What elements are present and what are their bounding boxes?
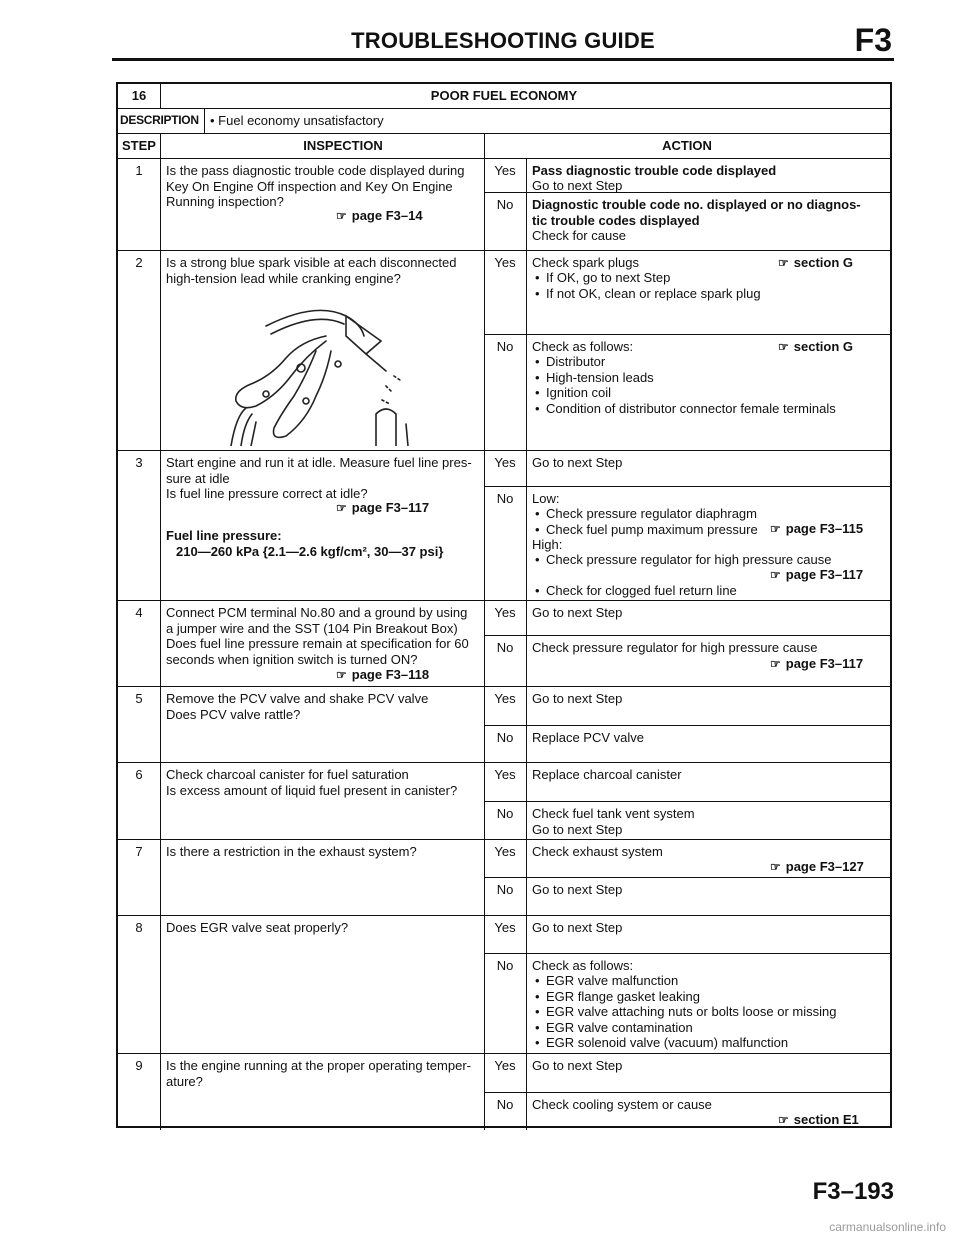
column-divider [526, 1053, 527, 1130]
row-divider [118, 133, 890, 134]
column-divider [484, 158, 485, 250]
bullet-item: • High-tension leads [532, 370, 882, 386]
row-divider [118, 839, 890, 840]
step-number: 8 [135, 920, 143, 935]
action-text: Go to next Step [532, 920, 623, 935]
pointing-hand-icon: ☞ [770, 568, 781, 582]
row-divider [118, 108, 890, 109]
row-divider [484, 953, 890, 954]
row-divider [118, 600, 890, 601]
row-divider [484, 725, 890, 726]
column-divider [484, 250, 485, 450]
spark-lead-tool-drawing [196, 296, 436, 446]
watermark: carmanualsonline.info [829, 1220, 946, 1234]
action-text: Replace PCV valve [532, 730, 644, 745]
column-divider [526, 158, 527, 250]
yes-label: Yes [494, 691, 516, 706]
yes-label: Yes [494, 1058, 516, 1073]
row-divider [484, 1092, 890, 1093]
no-label: No [496, 806, 514, 821]
yes-label: Yes [494, 255, 516, 270]
header-rule [112, 58, 894, 61]
action-text: Check as follows: [532, 339, 634, 354]
yes-label: Yes [494, 920, 516, 935]
step-number: 5 [135, 691, 143, 706]
row-divider [484, 635, 890, 636]
row-divider [118, 250, 890, 251]
no-label: No [496, 730, 514, 745]
column-divider [160, 686, 161, 762]
column-divider [160, 839, 161, 915]
action-text: Go to next Step [532, 882, 623, 897]
action-title: Diagnostic trouble code no. displayed or no diagnos- tic trouble codes displayed [532, 197, 861, 228]
column-header-inspection: INSPECTION [303, 138, 383, 153]
action-text: Check fuel tank vent system Go to next Step [532, 806, 695, 837]
step-number: 7 [135, 844, 143, 859]
step-number: 2 [135, 255, 143, 270]
high-label: High: [532, 537, 563, 552]
row-divider [118, 915, 890, 916]
bullet-item: • Check pressure regulator diaphragm [532, 506, 882, 522]
column-divider [526, 915, 527, 1053]
column-divider [160, 762, 161, 839]
bullet-list [532, 354, 882, 416]
pointing-hand-icon: ☞ [770, 657, 781, 671]
column-divider [204, 108, 205, 133]
action-text: Check as follows: [532, 958, 634, 973]
bullet-item: • EGR valve attaching nuts or bolts loose or missing [532, 1004, 887, 1020]
column-divider [484, 133, 485, 158]
low-label: Low: [532, 491, 560, 506]
column-divider [160, 600, 161, 686]
page-header [112, 22, 894, 58]
column-divider [484, 600, 485, 686]
step-number: 6 [135, 767, 143, 782]
inspection-text: Start engine and run it at idle. Measure fuel line pres- sure at idle Is fuel line pressure correct at idle? [166, 455, 472, 501]
column-divider [160, 450, 161, 600]
column-divider [484, 762, 485, 839]
column-divider [160, 133, 161, 158]
bullet-item: • Check for clogged fuel return line [532, 583, 882, 599]
no-label: No [496, 197, 514, 212]
action-text: Go to next Step [532, 605, 623, 620]
action-text: Check cooling system or cause [532, 1097, 712, 1112]
pointing-hand-icon: ☞ [770, 860, 781, 874]
page-reference: ☞ page F3–117 [770, 656, 864, 671]
no-label: No [496, 491, 514, 506]
column-divider [160, 250, 161, 450]
bullet-list [532, 270, 882, 301]
bullet-item: • Ignition coil [532, 385, 882, 401]
column-divider [526, 762, 527, 839]
page-reference: ☞ section G [778, 255, 854, 270]
section-code: F3 [854, 22, 892, 58]
row-divider [484, 334, 890, 335]
no-label: No [496, 339, 514, 354]
row-divider [118, 686, 890, 687]
description-text: • Fuel economy unsatisfactory [210, 113, 384, 128]
page-reference: ☞ page F3–115 [770, 521, 864, 536]
bullet-list [532, 552, 882, 568]
bullet-item: • EGR flange gasket leaking [532, 989, 887, 1005]
spark-test-illustration [196, 296, 436, 446]
action-text: Go to next Step [532, 1058, 623, 1073]
bullet-item: • Distributor [532, 354, 882, 370]
action-text: Replace charcoal canister [532, 767, 682, 782]
page-number: F3–193 [812, 1178, 894, 1205]
no-label: No [496, 958, 514, 973]
column-divider [526, 600, 527, 686]
no-label: No [496, 882, 514, 897]
pointing-hand-icon: ☞ [336, 209, 347, 223]
row-divider [118, 762, 890, 763]
row-divider [118, 1053, 890, 1054]
column-divider [484, 839, 485, 915]
page-reference: ☞ page F3–117 [770, 567, 864, 582]
column-divider [160, 84, 161, 108]
pointing-hand-icon: ☞ [336, 501, 347, 515]
column-divider [484, 1053, 485, 1130]
page-title: TROUBLESHOOTING GUIDE [351, 28, 655, 53]
pointing-hand-icon: ☞ [778, 340, 789, 354]
symptom-title: POOR FUEL ECONOMY [430, 88, 578, 103]
step-number: 4 [135, 605, 143, 620]
column-divider [526, 450, 527, 600]
step-number: 3 [135, 455, 143, 470]
inspection-text: Does EGR valve seat properly? [166, 920, 349, 935]
no-label: No [496, 640, 514, 655]
bullet-item: • Check pressure regulator for high pressure cause [532, 552, 882, 568]
bullet-item: • EGR solenoid valve (vacuum) malfunction [532, 1035, 887, 1051]
page-reference: ☞ section G [778, 339, 854, 354]
action-text: Check for cause [532, 228, 626, 243]
action-text: Go to next Step [532, 455, 623, 470]
action-text: Go to next Step [532, 691, 623, 706]
spec-value: 210—260 kPa {2.1—2.6 kgf/cm², 30—37 psi} [176, 544, 444, 559]
column-divider [484, 915, 485, 1053]
column-divider [526, 839, 527, 915]
page-reference: ☞ page F3–127 [770, 859, 864, 874]
bullet-item: • Condition of distributor connector female terminals [532, 401, 882, 417]
page-reference: ☞ page F3–117 [336, 500, 430, 515]
action-text: Go to next Step [532, 178, 623, 193]
inspection-text: Is the engine running at the proper operating temper- ature? [166, 1058, 471, 1089]
column-divider [160, 1053, 161, 1130]
bullet-list [532, 973, 887, 1051]
bullet-item: • EGR valve contamination [532, 1020, 887, 1036]
column-header-action: ACTION [662, 138, 712, 153]
bullet-item: • EGR valve malfunction [532, 973, 887, 989]
yes-label: Yes [494, 455, 516, 470]
column-divider [484, 450, 485, 600]
pointing-hand-icon: ☞ [778, 256, 789, 270]
action-text: Check spark plugs [532, 255, 639, 270]
pointing-hand-icon: ☞ [770, 522, 781, 536]
row-divider [484, 801, 890, 802]
bullet-item: • Check fuel pump maximum pressure [532, 522, 882, 538]
symptom-number: 16 [131, 88, 147, 103]
troubleshooting-table [116, 82, 892, 1128]
step-number: 1 [135, 163, 143, 178]
row-divider [118, 158, 890, 159]
column-divider [484, 686, 485, 762]
page-reference: ☞ section E1 [778, 1112, 859, 1127]
bullet-list [532, 583, 882, 599]
column-divider [160, 158, 161, 250]
yes-label: Yes [494, 605, 516, 620]
column-divider [526, 250, 527, 450]
inspection-text: Check charcoal canister for fuel saturation Is excess amount of liquid fuel present in canister? [166, 767, 458, 798]
inspection-text: Is the pass diagnostic trouble code displayed during Key On Engine Off inspection and Key On Engine Running inspection? [166, 163, 465, 209]
action-text: Check pressure regulator for high pressure cause [532, 640, 818, 655]
yes-label: Yes [494, 844, 516, 859]
column-divider [526, 686, 527, 762]
bullet-item: • If OK, go to next Step [532, 270, 882, 286]
no-label: No [496, 1097, 514, 1112]
row-divider [484, 877, 890, 878]
step-number: 9 [135, 1058, 143, 1073]
column-divider [160, 915, 161, 1053]
page-reference: ☞ page F3–118 [336, 667, 430, 682]
yes-label: Yes [494, 163, 516, 178]
inspection-text: Remove the PCV valve and shake PCV valve Does PCV valve rattle? [166, 691, 429, 722]
action-text: Check exhaust system [532, 844, 663, 859]
pointing-hand-icon: ☞ [778, 1113, 789, 1127]
row-divider [118, 450, 890, 451]
action-title: Pass diagnostic trouble code displayed [532, 163, 777, 178]
page-reference: ☞ page F3–14 [336, 208, 423, 223]
inspection-text: Is there a restriction in the exhaust system? [166, 844, 417, 859]
column-header-step: STEP [122, 138, 156, 153]
row-divider [484, 486, 890, 487]
description-label: DESCRIPTION [120, 113, 199, 127]
inspection-text: Is a strong blue spark visible at each disconnected high-tension lead while cranking engine? [166, 255, 457, 286]
bullet-item: • If not OK, clean or replace spark plug [532, 286, 882, 302]
pointing-hand-icon: ☞ [336, 668, 347, 682]
spec-label: Fuel line pressure: [166, 528, 282, 543]
yes-label: Yes [494, 767, 516, 782]
inspection-text: Connect PCM terminal No.80 and a ground by using a jumper wire and the SST (104 Pin Breakout Box) Does fuel line pressure remain at specification for 60 seconds when ignition switch is turned ON? [166, 605, 469, 667]
